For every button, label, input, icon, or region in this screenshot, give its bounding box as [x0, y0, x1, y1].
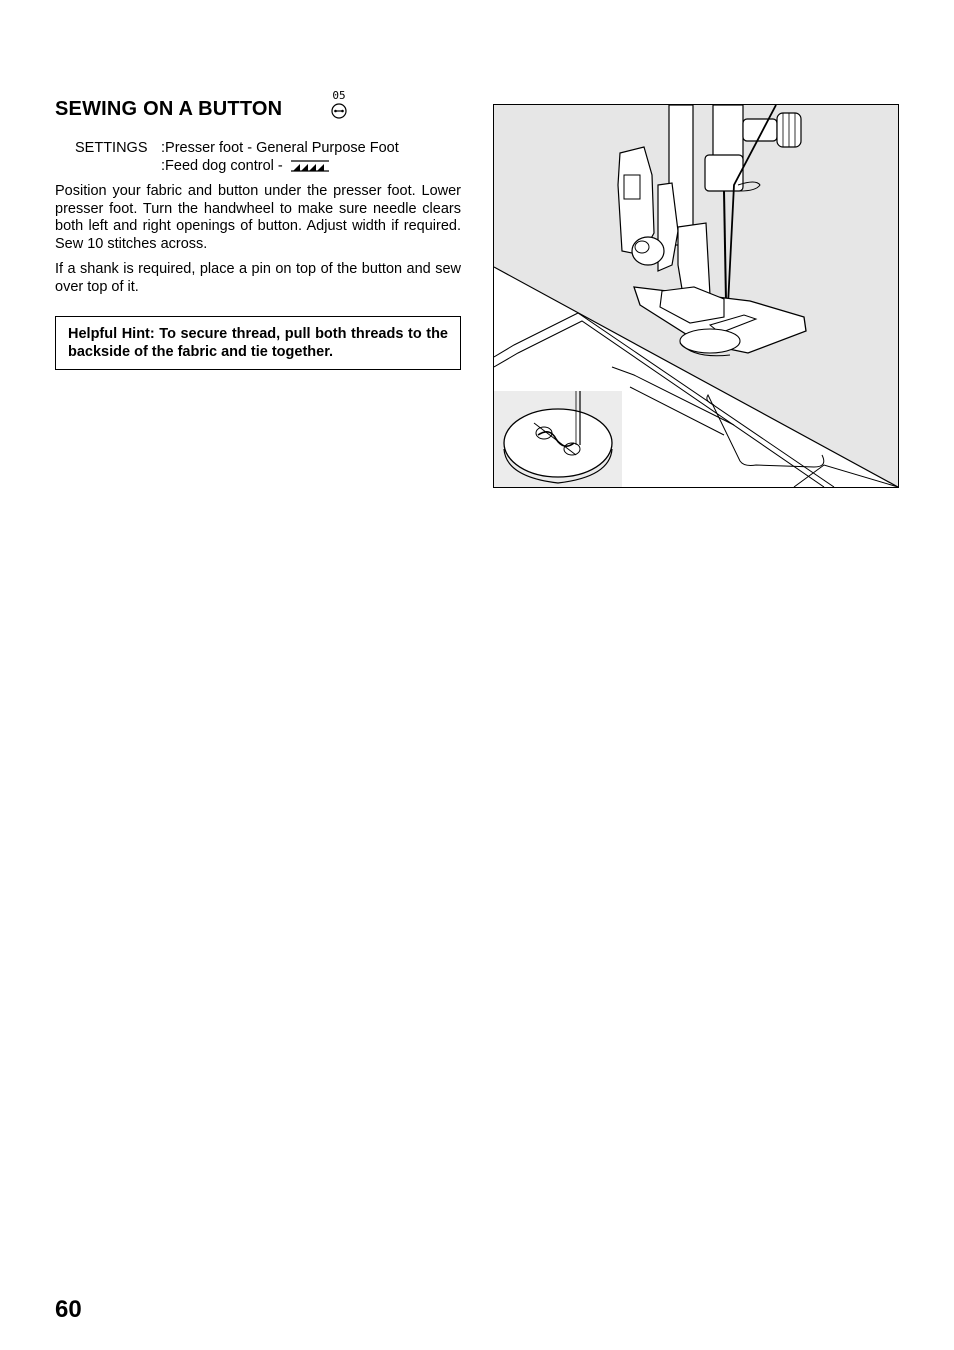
instruction-paragraph: Position your fabric and button under the presser foot. Lower presser foot. Turn the handwheel to make sure needle clears both left and right openings of button. Adjust width if required. Sew 10 stitches across. — [55, 183, 461, 252]
settings-label: SETTINGS — [75, 140, 148, 156]
helpful-hint-box: Helpful Hint: To secure thread, pull both threads to the backside of the fabric and tie together. — [55, 316, 461, 370]
stitch-pattern-indicator — [326, 90, 352, 119]
pattern-number: 05 — [332, 89, 346, 102]
feed-dog-setting-label: :Feed dog control - — [161, 158, 283, 174]
presser-foot-setting: :Presser foot - General Purpose Foot — [161, 140, 399, 156]
page-number: 60 — [55, 1296, 82, 1323]
button-sewing-stitch-icon — [330, 103, 348, 119]
settings-block — [75, 139, 399, 175]
feed-dog-lowered-icon — [291, 160, 329, 172]
presser-foot-button-drawing — [494, 105, 898, 487]
shank-paragraph: If a shank is required, place a pin on top of the button and sew over top of it. — [55, 261, 461, 295]
sewing-machine-illustration — [493, 104, 899, 488]
section-title: SEWING ON A BUTTON — [55, 98, 283, 120]
feed-dog-setting — [161, 157, 329, 175]
